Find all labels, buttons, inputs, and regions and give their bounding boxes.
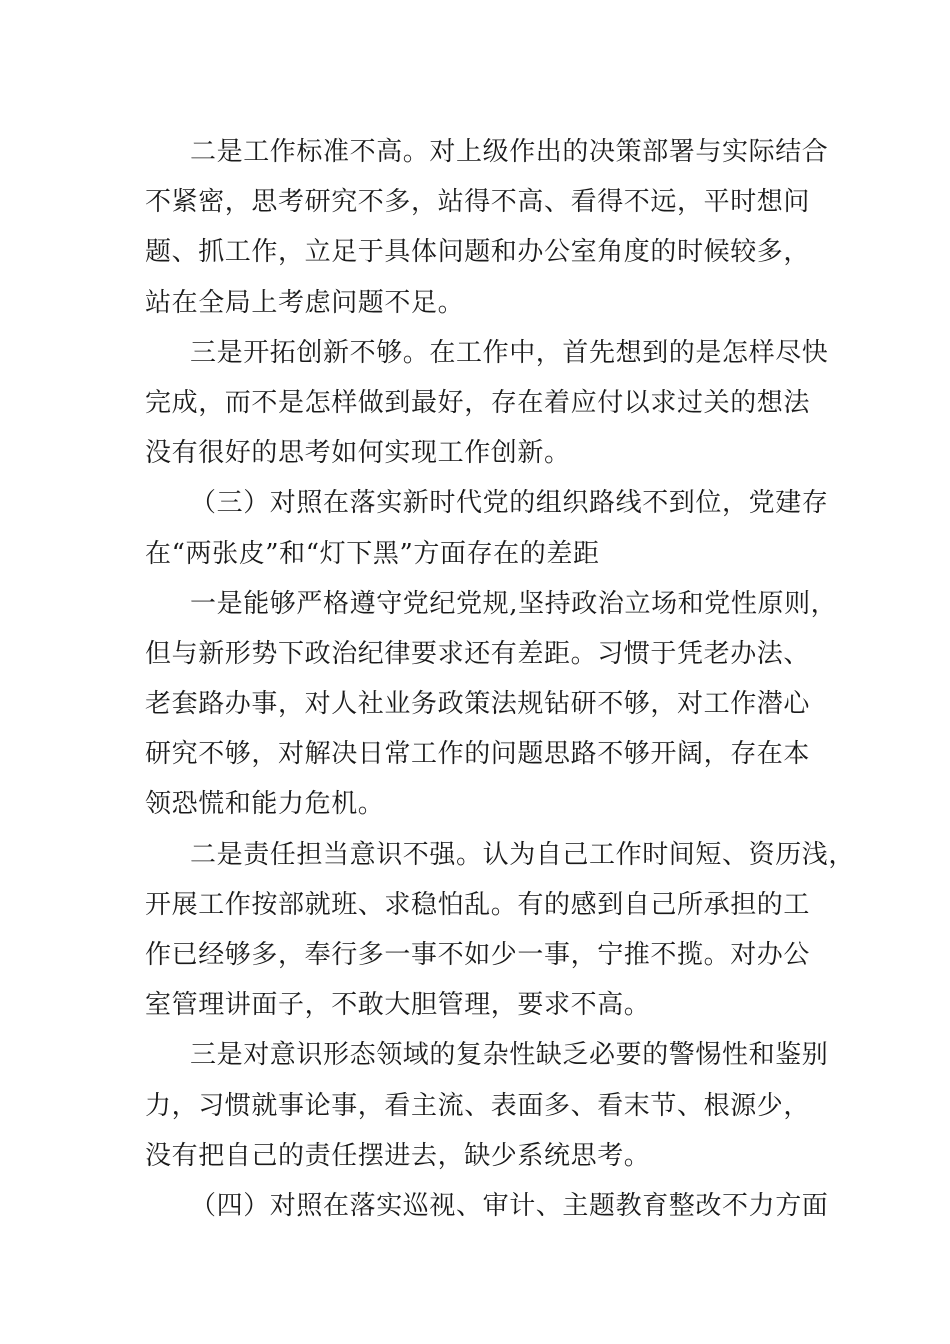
section-heading-line: （四）对照在落实巡视、审计、主题教育整改不力方面 <box>190 1190 829 1221</box>
text-line: 没有很好的思考如何实现工作创新。 <box>145 438 571 469</box>
text-line: 老套路办事，对人社业务政策法规钻研不够，对工作潜心 <box>145 689 811 720</box>
text-line: 力，习惯就事论事，看主流、表面多、看末节、根源少， <box>145 1090 811 1121</box>
text-line: 但与新形势下政治纪律要求还有差距。习惯于凭老办法、 <box>145 638 811 669</box>
text-line: 三是对意识形态领域的复杂性缺乏必要的警惕性和鉴别 <box>190 1040 829 1071</box>
text-line: 一是能够严格遵守党纪党规,坚持政治立场和党性原则， <box>190 588 838 619</box>
text-line: 没有把自己的责任摆进去，缺少系统思考。 <box>145 1140 651 1171</box>
text-line: 二是工作标准不高。对上级作出的决策部署与实际结合 <box>190 137 829 167</box>
document-body <box>145 127 856 1231</box>
text-line: 开展工作按部就班、求稳怕乱。有的感到自己所承担的工 <box>145 889 811 920</box>
text-line: 研究不够，对解决日常工作的问题思路不够开阔，存在本 <box>145 739 811 770</box>
section-heading-line: 在“两张皮”和“灯下黑”方面存在的差距 <box>145 538 600 569</box>
text-line: 室管理讲面子，不敢大胆管理，要求不高。 <box>145 990 651 1021</box>
text-line: 领恐慌和能力危机。 <box>145 789 385 820</box>
text-line: 完成，而不是怎样做到最好，存在着应付以求过关的想法 <box>145 387 811 418</box>
text-line: 二是责任担当意识不强。认为自己工作时间短、资历浅， <box>190 839 856 870</box>
text-line: 不紧密，思考研究不多，站得不高、看得不远，平时想问 <box>145 187 811 218</box>
section-heading-line: （三）对照在落实新时代党的组织路线不到位，党建存 <box>190 488 829 519</box>
text-line: 站在全局上考虑问题不足。 <box>145 287 465 318</box>
text-line: 三是开拓创新不够。在工作中，首先想到的是怎样尽快 <box>190 337 829 368</box>
text-line: 作已经够多，奉行多一事不如少一事，宁推不揽。对办公 <box>145 940 811 970</box>
text-line: 题、抓工作，立足于具体问题和办公室角度的时候较多， <box>145 237 811 268</box>
